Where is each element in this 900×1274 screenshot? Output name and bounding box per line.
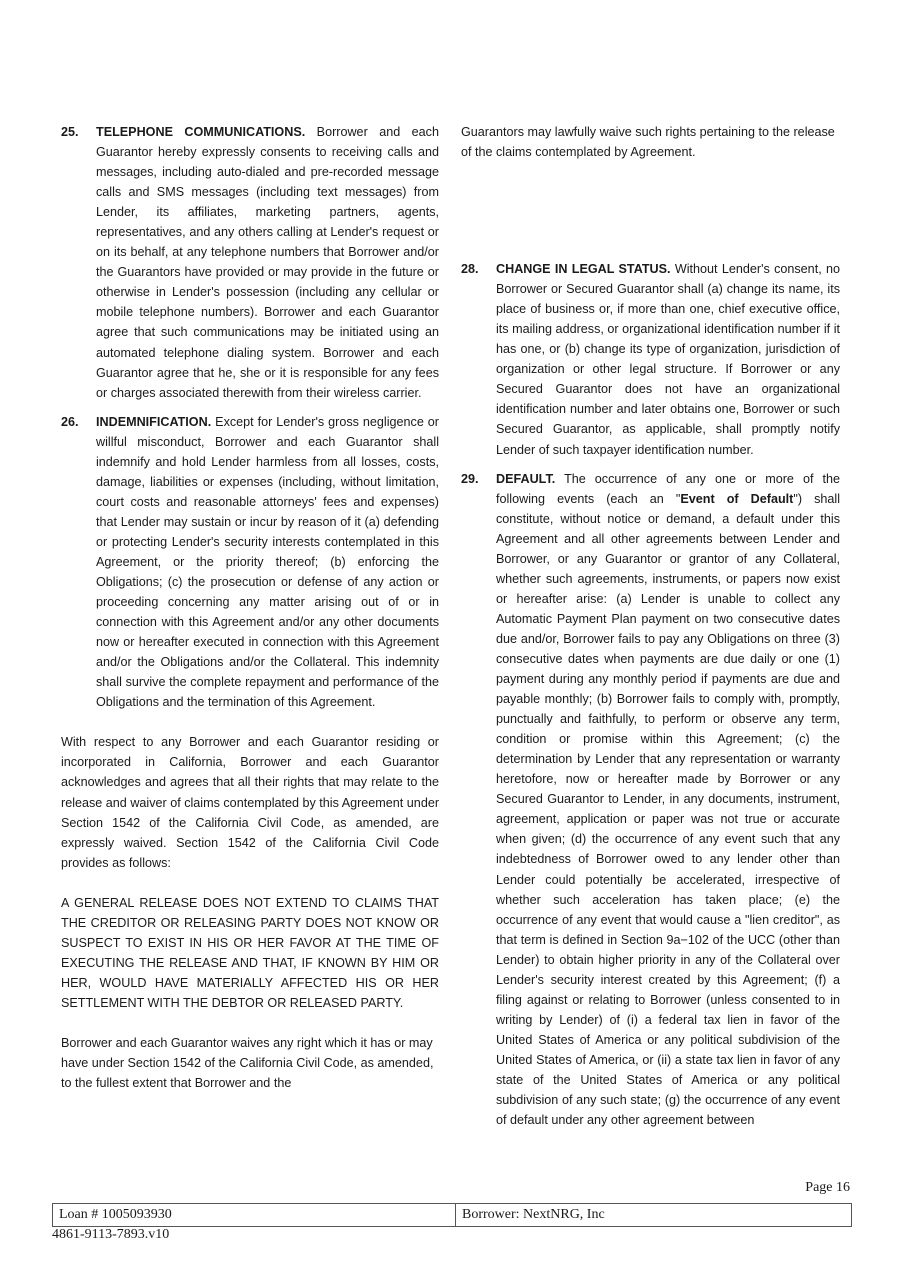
document-id: 4861-9113-7893.v10 xyxy=(52,1227,170,1242)
defined-term: Event of Default xyxy=(680,491,794,506)
section-text-before: The occurrence of any one or more of the following events (each an " xyxy=(496,471,840,506)
section-text: Without Lender's consent, no Borrower or Secured Guarantor shall (a) change its name, its place of business or, if more than one, chief executive office, its mailing address, or organizational identification number if it has one, or (b) change its type of organization, jurisdiction of organization or other legal structure. If Borrower or any Secured Guarantor does not have an organizational identification number and later obtains one, Borrower or such Secured Guarantor, as applicable, shall promptly notify Lender of such taxpayer identification number. xyxy=(496,262,840,457)
section-25 xyxy=(61,122,439,403)
section-29 xyxy=(461,469,840,1131)
left-column xyxy=(61,122,439,1093)
footer-table xyxy=(52,1203,852,1227)
section-number: 29. xyxy=(461,471,479,486)
section-number: 26. xyxy=(61,414,79,429)
section-1542-quote: A GENERAL RELEASE DOES NOT EXTEND TO CLAIMS THAT THE CREDITOR OR RELEASING PARTY DOES NOT KNOW OR SUSPECT TO EXIST IN HIS OR HER FAVOR AT THE TIME OF EXECUTING THE RELEASE AND THAT, IF KNOWN BY HIM OR HER, WOULD HAVE MATERIALLY AFFECTED HIS OR HER SETTLEMENT WITH THE DEBTOR OR RELEASED PARTY. xyxy=(61,895,439,1010)
section-text-after: ") shall constitute, without notice or demand, a default under this Agreement and all other agreements between Lender and Borrower, or any Guarantor or grantor of any Collateral, whether such agreements, instruments, or papers now exist or hereafter arise: (a) Lender is unable to collect any Automatic Payment Plan payment on two consecutive dates due and/or, Borrower fails to pay any Obligations on three (3) consecutive dates when payments are due daily or one (1) payment during any monthly period if payments are due and payable monthly; (b) Borrower fails to comply with, promptly, punctually and faithfully, to perform or observe any term, condition or promise within this Agreement; (c) the determination by Lender that any representation or warranty heretofore, now or hereafter made by Borrower or any Secured Guarantor to Lender, in any documents, instrument, agreement, application or paper was not true or accurate when given; (d) the occurrence of any event such that any indebtedness of Borrower owed to any lender other than Lender could potentially be accelerated, irrespective of whether such acceleration has taken place; (e) the occurrence of any event that would cause a "lien creditor", as that term is defined in Section 9a−102 of the UCC (other than Lender) to obtain higher priority in any of the Collateral over Lender's security interest created by this Agreement; (f) a filing against or relating to Borrower (unless consented to in writing by Lender) of (i) a federal tax lien in favor of the United States of America or any political subdivision of the United States of America, or (ii) a state tax lien in favor of any state of the United States of America or any political subdivision of any such state; (g) the occurrence of any event of default under any other agreement between xyxy=(496,491,840,1128)
section-28 xyxy=(461,259,840,459)
section-heading: INDEMNIFICATION. xyxy=(96,414,212,429)
section-text: Except for Lender's gross negligence or willful misconduct, Borrower and each Guarantor shall indemnify and hold Lender harmless from all losses, costs, damage, liabilities or expenses (including, without limitation, court costs and reasonable attorneys' fees and expenses) that Lender may sustain or incur by reason of it (a) defending or protecting Lender's security interests contemplated in this Agreement, or the priority thereof; (b) enforcing the Obligations; (c) the prosecution or defense of any action or proceeding concerning any matter arising out of or in connection with this Agreement and/or any other documents now or hereafter executed in connection with this Agreement and/or the Obligations and/or the Collateral. This indemnity shall survive the complete repayment and performance of the Obligations and the termination of this Agreement. xyxy=(96,414,439,710)
section-text: Borrower and each Guarantor hereby expressly consents to receiving calls and messages, including auto-dialed and pre-recorded message calls and SMS messages (including text messages) from Lender, its affiliates, marketing partners, agents, representatives, and any others calling at Lender's request or on its behalf, at any telephone numbers that Borrower and/or the Guarantors have provided or may provide in the future or otherwise in Lender's possession (including any cellular or mobile telephone numbers). Borrower and each Guarantor agree that such communications may be initiated using an automated telephone dialing system. Borrower and each Guarantor agree that he, she or it is responsible for any fees or charges associated therewith from their wireless carrier. xyxy=(96,125,439,400)
loan-number: Loan # 1005093930 xyxy=(53,1204,456,1226)
waiver-paragraph: Borrower and each Guarantor waives any right which it has or may have under Section 1542 of the California Civil Code, as amended, to the fullest extent that Borrower and the xyxy=(61,1035,434,1091)
borrower-name: Borrower: NextNRG, Inc xyxy=(462,1207,605,1222)
section-number: 28. xyxy=(461,262,479,277)
section-26 xyxy=(61,412,439,713)
section-number: 25. xyxy=(61,125,79,139)
right-column xyxy=(461,122,840,1130)
section-heading: CHANGE IN LEGAL STATUS. xyxy=(496,262,671,277)
section-heading: DEFAULT. xyxy=(496,471,556,486)
continuation-paragraph: Guarantors may lawfully waive such rights pertaining to the release of the claims contemplated by Agreement. xyxy=(461,125,835,160)
section-heading: TELEPHONE COMMUNICATIONS. xyxy=(96,125,306,139)
page-number: Page 16 xyxy=(805,1180,850,1195)
california-paragraph: With respect to any Borrower and each Guarantor residing or incorporated in California, Borrower and each Guarantor acknowledges and agrees that all their rights that may relate to the release and waiver of claims contemplated by this Agreement under Section 1542 of the California Civil Code, as amended, are expressly waived. Section 1542 of the California Civil Code provides as follows: xyxy=(61,735,440,870)
